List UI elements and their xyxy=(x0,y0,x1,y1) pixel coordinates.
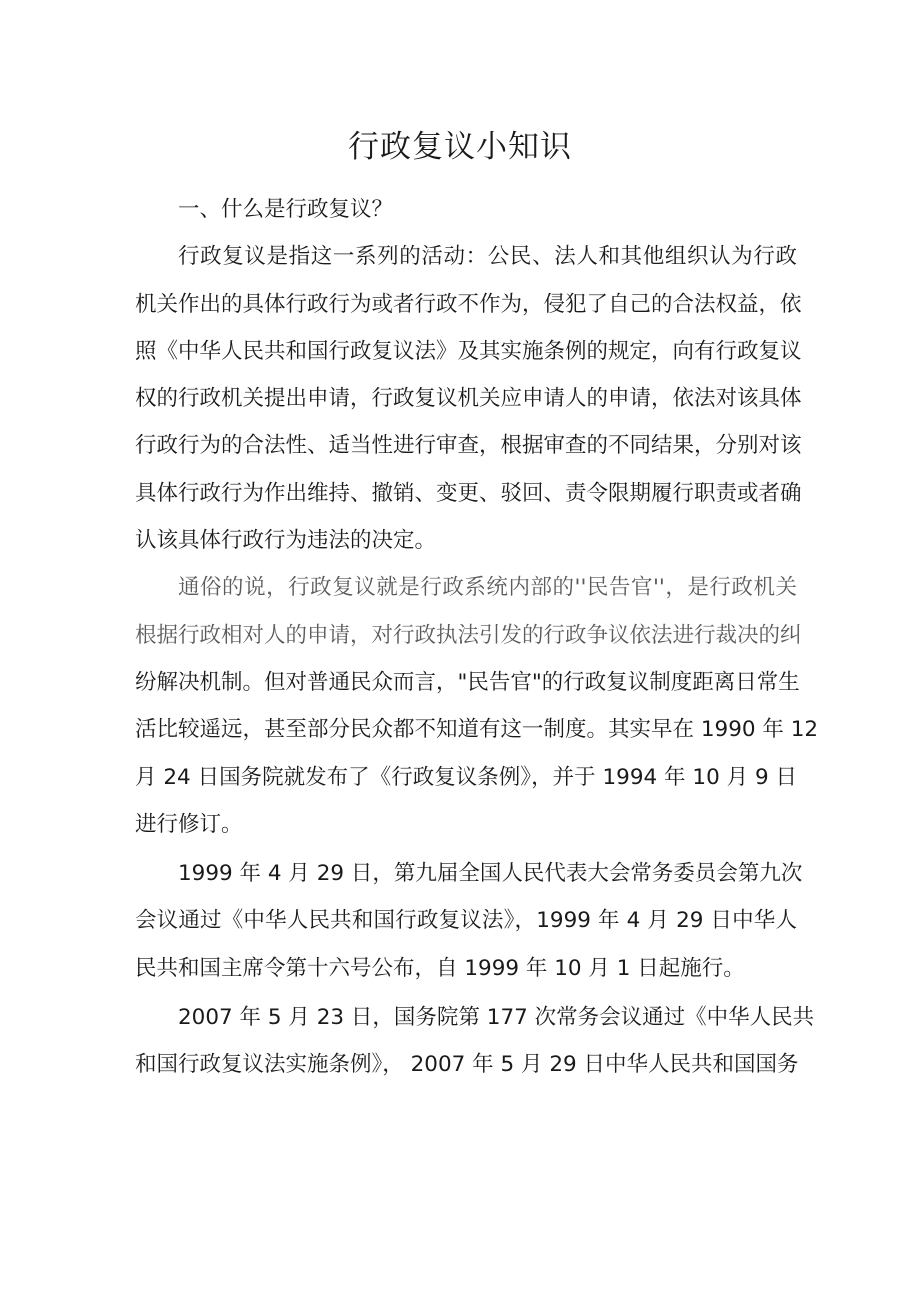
paragraph-line: 具体行政行为作出维持、撤销、变更、驳回、责令限期履行职责或者确 xyxy=(135,480,802,506)
paragraph-line: 月 24 日国务院就发布了《行政复议条例》，并于 1994 年 10 月 9 日 xyxy=(135,764,797,790)
paragraph-line: 2007 年 5 月 23 日，国务院第 177 次常务会议通过《中华人民共 xyxy=(178,1005,815,1031)
section-heading: 一、什么是行政复议？ xyxy=(178,197,394,222)
paragraph-line: 照《中华人民共和国行政复议法》及其实施条例的规定，向有行政复议 xyxy=(135,338,802,364)
paragraph-line: 会议通过《中华人民共和国行政复议法》，1999 年 4 月 29 日中华人 xyxy=(135,908,797,934)
paragraph-line: 纷解决机制。但对普通民众而言，"民告官"的行政复议制度距离日常生 xyxy=(135,669,800,695)
paragraph-line: 行政行为的合法性、适当性进行审查，根据审查的不同结果，分别对该 xyxy=(135,433,802,459)
paragraph-definition xyxy=(135,233,802,564)
paragraph-plain-explanation xyxy=(135,564,819,848)
paragraph-line: 机关作出的具体行政行为或者行政不作为，侵犯了自己的合法权益，依 xyxy=(135,291,802,317)
paragraph-line: 权的行政机关提出申请，行政复议机关应申请人的申请，依法对该具体 xyxy=(135,386,802,412)
paragraph-line: 活比较遥远，甚至部分民众都不知道有这一制度。其实早在 1990 年 12 xyxy=(135,717,819,743)
document-body xyxy=(135,186,819,1089)
paragraph-line: 民共和国主席令第十六号公布，自 1999 年 10 月 1 日起施行。 xyxy=(135,955,745,981)
paragraph-regulation-2007 xyxy=(135,994,815,1089)
paragraph-law-1999 xyxy=(135,850,803,992)
document-title: 行政复议小知识 xyxy=(348,129,572,165)
paragraph-line: 通俗的说，行政复议就是行政系统内部的''民告官''，是行政机关 xyxy=(178,575,797,601)
paragraph-line: 进行修订。 xyxy=(135,811,243,837)
paragraph-line: 行政复议是指这一系列的活动：公民、法人和其他组织认为行政 xyxy=(178,244,797,270)
paragraph-line: 根据行政相对人的申请，对行政执法引发的行政争议依法进行裁决的纠 xyxy=(135,622,802,648)
paragraph-line: 和国行政复议法实施条例》， 2007 年 5 月 29 日中华人民共和国国务 xyxy=(135,1052,799,1078)
paragraph-line: 认该具体行政行为违法的决定。 xyxy=(135,528,437,554)
paragraph-line: 1999 年 4 月 29 日，第九届全国人民代表大会常务委员会第九次 xyxy=(178,861,803,887)
